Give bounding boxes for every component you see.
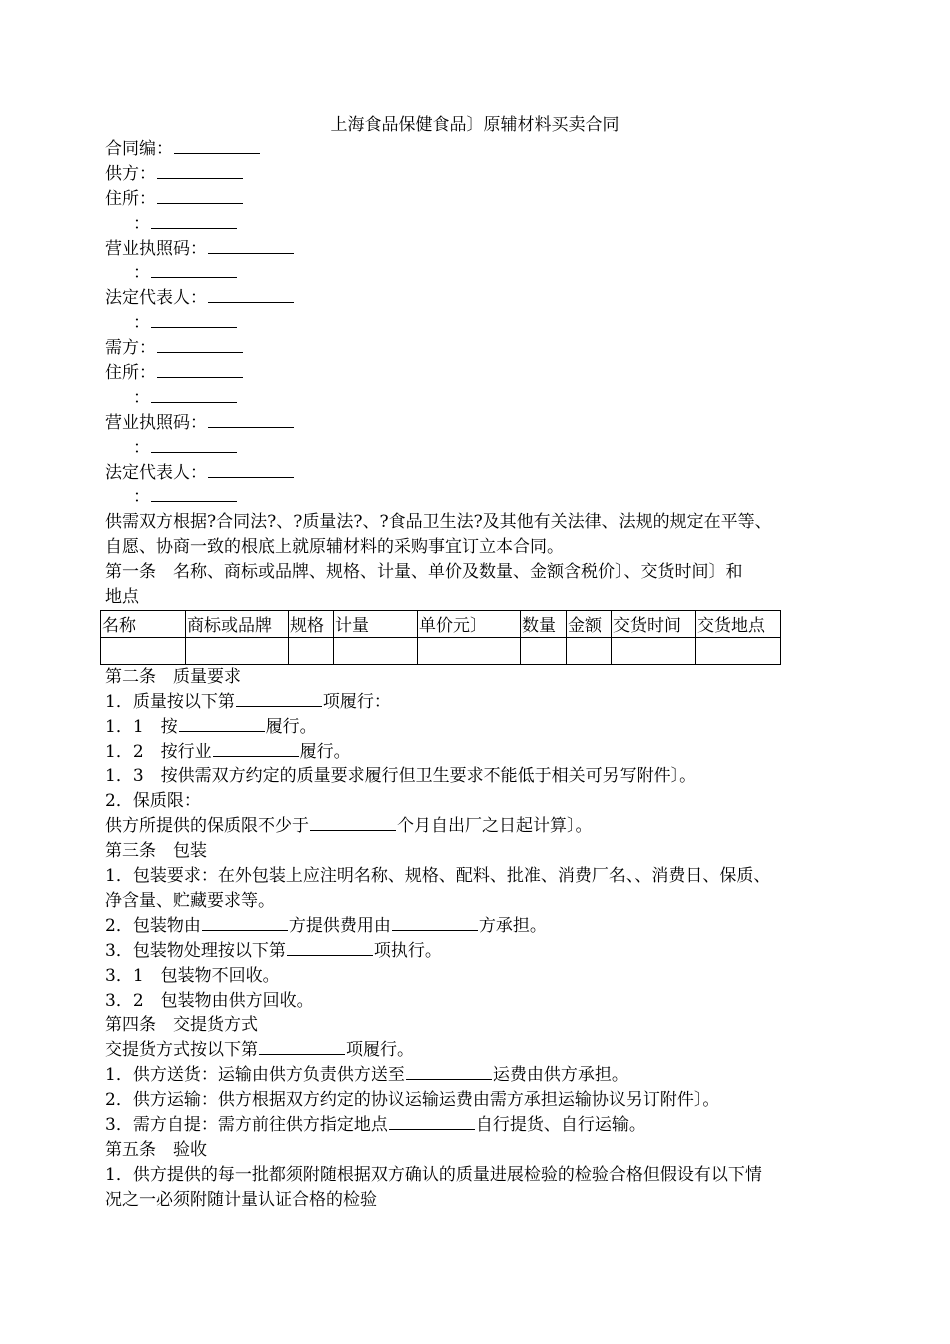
intro-line-2: 自愿、协商一致的根底上就原辅材料的采购事宜订立本合同。 [105, 537, 564, 558]
quality-item-1-2 [105, 740, 865, 765]
supplier-extra-line-1 [105, 212, 865, 237]
table-header-cell: 计量 [334, 610, 418, 637]
quality-item-1-1-suffix: 履行。 [265, 716, 317, 737]
article1-line-1: 第一条 名称、商标或品牌、规格、计量、单价及数量、金额含税价〕、交货时间〕和 [105, 562, 743, 583]
contract-number-line [105, 137, 865, 162]
buyer-extra-line-1 [105, 386, 865, 411]
buyer-address-blank [157, 361, 243, 378]
quality-item-1-1 [105, 715, 865, 740]
quality-item-1-text: 1．质量按以下第 [105, 691, 235, 712]
buyer-license-line [105, 411, 865, 436]
table-header-cell: 商标或品牌 [186, 610, 289, 637]
buyer-extra-blank-2 [151, 436, 237, 453]
buyer-legal-rep-label: 法定代表人： [105, 462, 207, 483]
supplier-license-label: 营业执照码： [105, 238, 207, 259]
shelf-life-line [105, 814, 865, 839]
supplier-license-blank [208, 237, 294, 254]
buyer-address-label: 住所： [105, 363, 156, 384]
document-body [102, 137, 865, 1213]
packaging-item-1-line-2: 净含量、贮藏要求等。 [105, 890, 275, 911]
table-cell [612, 637, 696, 664]
packaging-item-3-text: 3．包装物处理按以下第 [105, 940, 286, 961]
supplier-blank [157, 162, 243, 179]
quality-item-1-1-text: 1．1 按 [105, 716, 178, 737]
quality-item-1-suffix: 项履行： [322, 691, 391, 712]
table-cell [289, 637, 334, 664]
colon-label: ： [133, 387, 150, 408]
contract-number-blank [174, 137, 260, 154]
article5-heading: 第五条 验收 [105, 1139, 207, 1160]
delivery-item-1 [105, 1063, 865, 1088]
delivery-item-3 [105, 1113, 865, 1138]
quality-item-1-2-text: 1．2 按行业 [105, 741, 212, 762]
article3-heading: 第三条 包装 [105, 841, 207, 862]
quality-item-1-2-suffix: 履行。 [299, 741, 351, 762]
table-header-cell: 单价元〕 [418, 610, 521, 637]
table-header-cell: 规格 [289, 610, 334, 637]
delivery-item-1-suffix: 运费由供方承担。 [492, 1065, 629, 1086]
buyer-extra-blank-1 [151, 386, 237, 403]
article2-heading: 第二条 质量要求 [105, 666, 241, 687]
contract-number-label: 合同编： [105, 139, 173, 159]
buyer-legal-rep-line [105, 461, 865, 486]
buyer-extra-line-2 [105, 436, 865, 461]
packaging-item-3 [105, 939, 865, 964]
packaging-item-3-2: 3．2 包装物由供方回收。 [105, 990, 314, 1011]
table-cell [334, 637, 418, 664]
delivery-item-3-text: 3．需方自提：需方前往供方指定地点 [105, 1114, 388, 1135]
table-cell [101, 637, 186, 664]
table-cell [567, 637, 612, 664]
supplier-legal-rep-line [105, 286, 865, 311]
shelf-life-blank [310, 814, 396, 831]
delivery-item-3-suffix: 自行提货、自行运输。 [475, 1114, 646, 1135]
supplier-extra-line-2 [105, 261, 865, 286]
packaging-item-3-1: 3．1 包装物不回收。 [105, 965, 280, 986]
delivery-method-text: 交提货方式按以下第 [105, 1040, 258, 1061]
quality-item-1-blank [236, 690, 322, 707]
delivery-method-suffix: 项履行。 [346, 1040, 414, 1061]
packaging-item-3-suffix: 项执行。 [373, 940, 442, 961]
supplier-legal-rep-label: 法定代表人： [105, 288, 207, 309]
packaging-item-1-line-1: 1．包装要求：在外包装上应注明名称、规格、配料、批准、消费厂名、、消费日、保质、 [105, 866, 771, 887]
supplier-extra-blank-3 [151, 311, 237, 328]
packaging-item-3-blank [287, 939, 373, 956]
quality-item-1-3: 1．3 按供需双方约定的质量要求履行但卫生要求不能低于相关可另写附件〕。 [105, 766, 697, 787]
table-cell [418, 637, 521, 664]
table-header-cell: 数量 [521, 610, 567, 637]
delivery-item-1-blank [406, 1063, 492, 1080]
delivery-item-2: 2．供方运输：供方根据双方约定的协议运输运费由需方承担运输协议另订附件〕。 [105, 1090, 720, 1111]
buyer-license-label: 营业执照码： [105, 412, 207, 433]
supplier-extra-blank-1 [151, 212, 237, 229]
packaging-item-2-blank-1 [202, 914, 288, 931]
packaging-item-2-text: 2．包装物由 [105, 915, 201, 936]
delivery-method-blank [259, 1038, 345, 1055]
supplier-label: 供方： [105, 163, 156, 184]
buyer-line [105, 336, 865, 361]
packaging-item-2-blank-2 [392, 914, 478, 931]
supplier-extra-line-3 [105, 311, 865, 336]
article4-heading: 第四条 交提货方式 [105, 1015, 258, 1036]
supplier-address-line [105, 187, 865, 212]
quality-item-1-2-blank [213, 740, 299, 757]
shelf-life-suffix: 个月自出厂之日起计算〕。 [397, 816, 593, 837]
intro-line-1: 供需双方根据?合同法?、?质量法?、?食品卫生法?及其他有关法律、法规的规定在平等、 [105, 512, 772, 533]
delivery-item-1-text: 1．供方送货：运输由供方负责供方送至 [105, 1065, 405, 1086]
buyer-label: 需方： [105, 338, 156, 359]
table-cell [521, 637, 567, 664]
delivery-method-line [105, 1038, 865, 1063]
quality-item-1-1-blank [179, 715, 265, 732]
supplier-line [105, 162, 865, 187]
buyer-extra-line-3 [105, 485, 865, 510]
shelf-life-text: 供方所提供的保质限不少于 [105, 816, 309, 837]
buyer-blank [157, 336, 243, 353]
packaging-item-2-mid: 方提供费用由 [288, 915, 391, 936]
table-row [101, 637, 781, 664]
article1-line-2: 地点 [105, 587, 139, 608]
colon-label: ： [133, 437, 150, 458]
table-header-cell: 名称 [101, 610, 186, 637]
packaging-item-2-suffix: 方承担。 [478, 915, 547, 936]
supplier-address-blank [157, 187, 243, 204]
document-title: 上海食品保健食品〕原辅材料买卖合同 [330, 115, 620, 135]
buyer-legal-rep-blank [208, 461, 294, 478]
supplier-extra-blank-2 [151, 261, 237, 278]
colon-label: ： [133, 213, 150, 234]
acceptance-item-1-line-2: 况之一必须附随计量认证合格的检验 [105, 1189, 377, 1210]
colon-label: ： [133, 487, 150, 508]
quality-item-2: 2．保质限： [105, 791, 201, 812]
quality-item-1 [105, 690, 865, 715]
colon-label: ： [133, 313, 150, 334]
buyer-license-blank [208, 411, 294, 428]
supplier-legal-rep-blank [208, 286, 294, 303]
buyer-extra-blank-3 [151, 485, 237, 502]
colon-label: ： [133, 263, 150, 284]
table-cell [186, 637, 289, 664]
table-cell [696, 637, 781, 664]
acceptance-item-1-line-1: 1．供方提供的每一批都须附随根据双方确认的质量进展检验的检验合格但假设有以下情 [105, 1164, 762, 1185]
supplier-address-label: 住所： [105, 188, 156, 209]
table-header-cell: 交货地点 [696, 610, 781, 637]
goods-table [100, 610, 781, 665]
buyer-address-line [105, 361, 865, 386]
table-header-cell: 交货时间 [612, 610, 696, 637]
supplier-license-line [105, 237, 865, 262]
delivery-item-3-blank [389, 1113, 475, 1130]
table-header-cell: 金额 [567, 610, 612, 637]
packaging-item-2 [105, 914, 865, 939]
table-header-row [101, 610, 781, 637]
